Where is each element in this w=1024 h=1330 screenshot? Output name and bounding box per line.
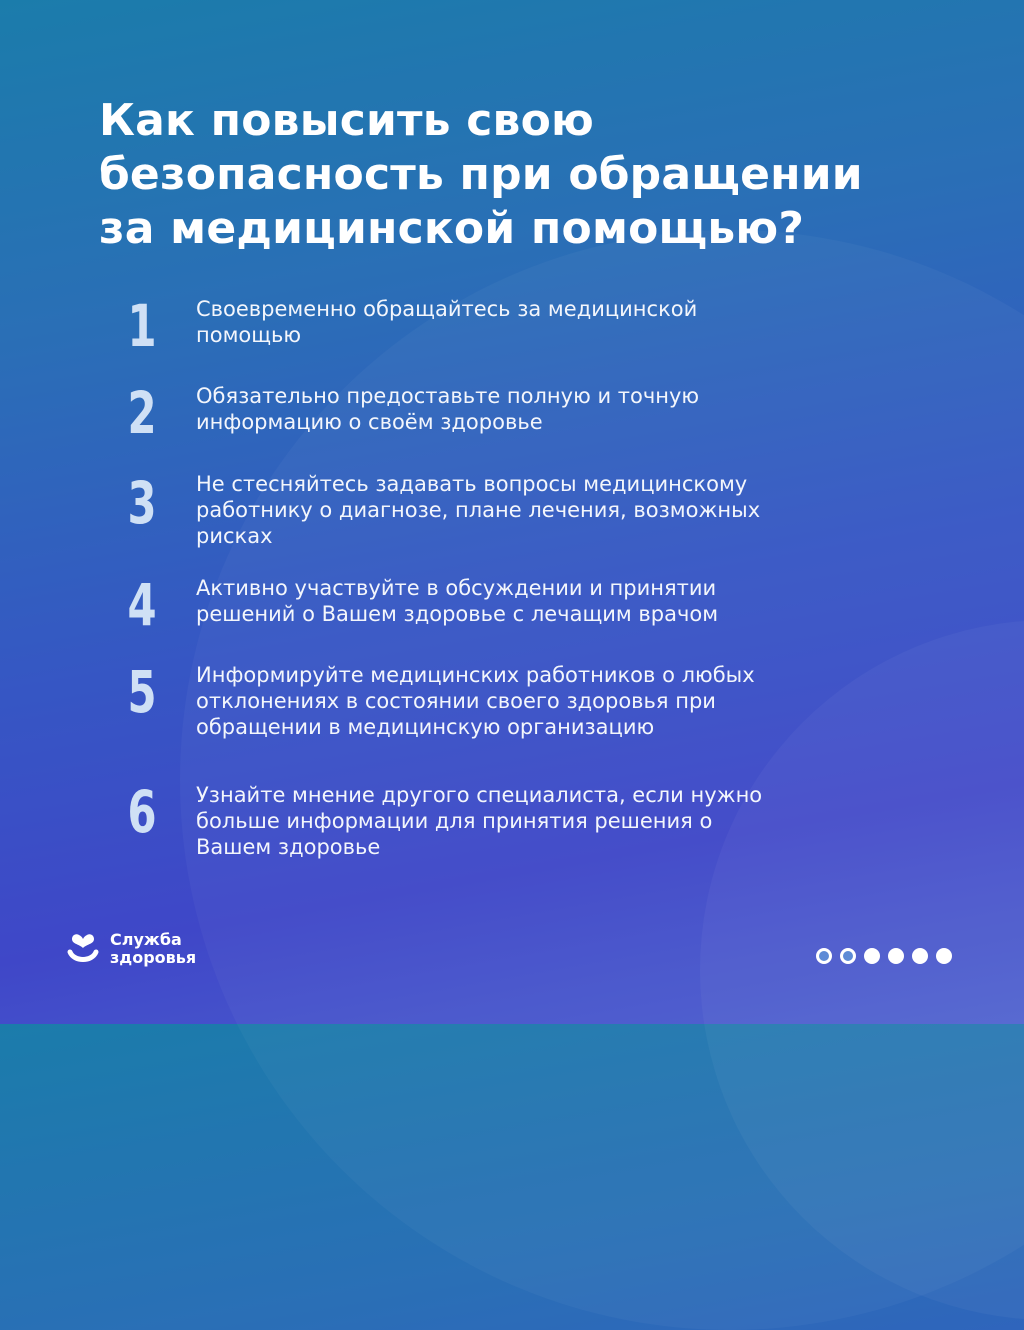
item-text-line: Своевременно обращайтесь за медицинской <box>196 297 698 321</box>
title-line: Как повысить свою <box>99 95 594 146</box>
item-text <box>196 782 856 860</box>
heart-smile-icon <box>66 932 100 966</box>
brand-name <box>110 931 196 967</box>
item-text <box>196 662 856 740</box>
item-text-line: информацию о своём здоровье <box>196 410 543 434</box>
pagination-dot[interactable] <box>840 948 856 964</box>
pagination-dot[interactable] <box>888 948 904 964</box>
brand-name-line: Служба <box>110 930 182 949</box>
pagination-dot[interactable] <box>912 948 928 964</box>
item-text <box>196 575 856 627</box>
title-line: безопасность при обращении <box>99 149 863 200</box>
brand-logo[interactable] <box>66 930 266 970</box>
item-number: 4 <box>127 571 157 639</box>
item-text-line: Вашем здоровье <box>196 835 381 859</box>
title-line: за медицинской помощью? <box>99 203 805 254</box>
item-text-line: Узнайте мнение другого специалиста, если нужно <box>196 783 763 807</box>
pagination-dot[interactable] <box>816 948 832 964</box>
item-text-line: рисках <box>196 524 273 548</box>
item-text-line: отклонениях в состоянии своего здоровья при <box>196 689 716 713</box>
item-text-line: Обязательно предоставьте полную и точную <box>196 384 700 408</box>
item-number: 1 <box>127 292 157 360</box>
item-text-line: обращении в медицинскую организацию <box>196 715 655 739</box>
item-text-line: помощью <box>196 323 302 347</box>
pagination-dot[interactable] <box>864 948 880 964</box>
item-text <box>196 383 856 435</box>
item-text-line: решений о Вашем здоровье с лечащим врачом <box>196 602 719 626</box>
item-text-line: Не стесняйтесь задавать вопросы медицинскому <box>196 472 748 496</box>
item-text-line: Активно участвуйте в обсуждении и принятии <box>196 576 717 600</box>
item-text-line: больше информации для принятия решения о <box>196 809 713 833</box>
item-text <box>196 296 856 348</box>
item-number: 2 <box>127 379 157 447</box>
item-number: 3 <box>127 469 157 537</box>
item-number: 5 <box>127 658 157 726</box>
brand-name-line: здоровья <box>110 948 197 967</box>
item-text-line: Информируйте медицинских работников о любых <box>196 663 755 687</box>
item-number: 6 <box>127 778 157 846</box>
item-text-line: работнику о диагнозе, плане лечения, возможных <box>196 498 761 522</box>
slide-pagination <box>816 948 952 966</box>
pagination-dot[interactable] <box>936 948 952 964</box>
item-text <box>196 471 856 549</box>
